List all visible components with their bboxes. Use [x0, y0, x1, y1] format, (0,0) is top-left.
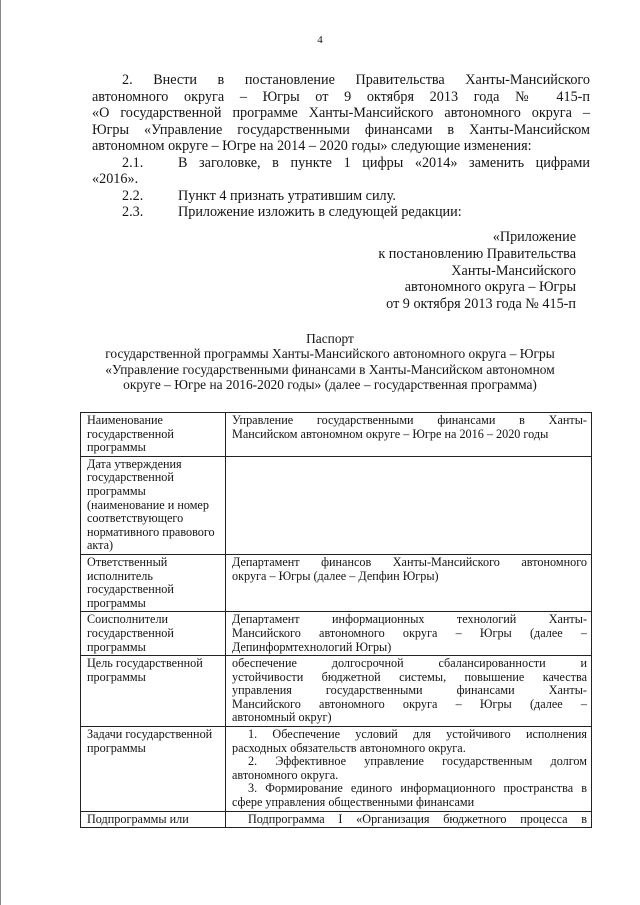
- label-line: Наименование: [87, 413, 163, 427]
- value-line: Подпрограмма I «Организация бюджетного процесса в: [248, 811, 587, 826]
- para-2-line-1: 2. Внести в постановление Правительства Ханты-Мансийского: [122, 72, 590, 88]
- passport-title: Паспорт: [306, 331, 354, 346]
- passport-title-block: [80, 331, 580, 393]
- para-2-line-2: автономного округа – Югры от 9 октября 2013 года № 415-п: [92, 88, 590, 105]
- appendix-line-1: «Приложение: [492, 229, 576, 245]
- row-executor-label: [81, 554, 226, 611]
- row-name-value: [226, 413, 592, 457]
- item-2-1-continuation: «2016».: [92, 171, 139, 187]
- label-line: программы: [87, 740, 146, 755]
- label-line: Задачи государственной: [87, 727, 213, 742]
- passport-subtitle-line-2: «Управление государственными финансами в Ханты-Мансийском автономном: [105, 361, 555, 377]
- row-approval-date-label: [81, 456, 226, 554]
- item-2-1-text: В заголовке, в пункте 1 цифры «2014» заменить цифрами: [178, 154, 590, 171]
- label-line: государственной: [87, 426, 174, 441]
- label-line: программы: [87, 669, 146, 684]
- row-coexecutors-label: [81, 612, 226, 656]
- label-line: программы: [87, 483, 146, 498]
- item-2-3-number: 2.3.: [122, 204, 144, 220]
- item-2-2-text: Пункт 4 признать утратившим силу.: [178, 187, 396, 204]
- row-executor-value: [226, 554, 592, 611]
- value-line: Департамент информационных технологий Ханты-: [232, 612, 587, 627]
- table-row-goal: [81, 656, 592, 727]
- label-line: государственной: [87, 582, 174, 597]
- item-2-2-number: 2.2.: [122, 187, 144, 204]
- page-number: 4: [317, 34, 323, 46]
- appendix-line-2: к постановлению Правительства: [378, 245, 576, 262]
- value-line: автономный округ): [232, 710, 332, 725]
- table-row-tasks: [81, 727, 592, 812]
- label-line: акта): [87, 538, 114, 553]
- value-line: управления государственными финансами Ханты-: [232, 683, 587, 698]
- value-line: округа – Югры (далее – Депфин Югры): [232, 568, 439, 583]
- para-2-line-5: автономном округе – Югре на 2014 – 2020 годы» следующие изменения:: [92, 138, 532, 154]
- label-line: государственной: [87, 470, 174, 485]
- row-subprograms-value: [226, 811, 592, 828]
- passport-subtitle-line-1: государственной программы Ханты-Мансийского автономного округа – Югры: [105, 346, 555, 362]
- table-row-subprograms: [81, 811, 592, 828]
- scan-edge-line: [0, 0, 1, 905]
- item-2-1-number: 2.1.: [122, 154, 144, 171]
- passport-subtitle-line-3: округе – Югре на 2016-2020 годы» (далее – государственная программа): [123, 377, 537, 393]
- value-line: Управление государственными финансами в Ханты-: [232, 413, 587, 427]
- label-line: Ответственный: [87, 554, 168, 569]
- row-name-label: [81, 413, 226, 457]
- label-line: (наименование и номер: [87, 497, 209, 512]
- para-2-line-4: Югры «Управление государственными финансами в Ханты-Мансийском: [92, 121, 590, 138]
- value-line: Мансийском автономном округе – Югре на 2016 – 2020 годы: [232, 426, 549, 441]
- label-line: программы: [87, 595, 146, 610]
- value-line: Депинформтехнологий Югры): [232, 639, 392, 654]
- task-3-line-1: 3. Формирование единого информационного пространства в: [248, 781, 587, 796]
- appendix-line-4: автономного округа – Югры: [404, 279, 576, 296]
- item-2-1: [92, 155, 590, 172]
- para-2-line-3: «О государственной программе Ханты-Мансийского автономного округа –: [92, 105, 590, 121]
- label-line: нормативного правового: [87, 524, 215, 539]
- row-subprograms-label: [81, 811, 226, 828]
- row-approval-date-value: [226, 456, 592, 554]
- item-2-3: [92, 204, 590, 221]
- label-line: Дата утверждения: [87, 456, 182, 471]
- value-line: Мансийского автономного округа – Югры (далее –: [232, 625, 587, 640]
- task-3-line-2: сфере управления общественными финансами: [232, 795, 475, 810]
- row-goal-label: [81, 656, 226, 727]
- table-row-name: [81, 413, 592, 457]
- table-row-approval-date: [81, 456, 592, 554]
- value-line: Мансийского автономного округа – Югры (далее –: [232, 696, 587, 711]
- passport-table: [80, 412, 592, 828]
- value-line: устойчивости бюджетной системы, повышение качества: [232, 669, 587, 684]
- value-line: обеспечение долгосрочной сбалансированности и: [232, 656, 587, 671]
- label-line: Соисполнители: [87, 612, 169, 627]
- appendix-line-5: от 9 октября 2013 года № 415-п: [386, 296, 576, 313]
- decree-body: [92, 72, 590, 221]
- row-coexecutors-value: [226, 612, 592, 656]
- label-line: государственной: [87, 625, 174, 640]
- task-1-line-2: расходных обязательств автономного округа.: [232, 740, 466, 755]
- value-line: Департамент финансов Ханты-Мансийского автономного: [232, 554, 587, 569]
- appendix-line-3: Ханты-Мансийского: [451, 262, 576, 279]
- label-line: соответствующего: [87, 511, 184, 526]
- label-line: Цель государственной: [87, 656, 203, 671]
- label-line: программы: [87, 440, 146, 455]
- label-line: программы: [87, 639, 146, 654]
- label-line: Подпрограммы или: [87, 811, 189, 826]
- label-line: исполнитель: [87, 568, 153, 583]
- task-1-line-1: 1. Обеспечение условий для устойчивого исполнения: [248, 727, 587, 742]
- item-2-3-text: Приложение изложить в следующей редакции:: [178, 204, 462, 220]
- task-2-line-2: автономного округа.: [232, 767, 339, 782]
- row-tasks-label: [81, 727, 226, 812]
- appendix-header: [340, 229, 576, 313]
- table-row-executor: [81, 554, 592, 611]
- task-2-line-1: 2. Эффективное управление государственным долгом: [248, 754, 587, 769]
- item-2-2: [92, 188, 590, 205]
- row-goal-value: [226, 656, 592, 727]
- table-row-coexecutors: [81, 612, 592, 656]
- row-tasks-value: [226, 727, 592, 812]
